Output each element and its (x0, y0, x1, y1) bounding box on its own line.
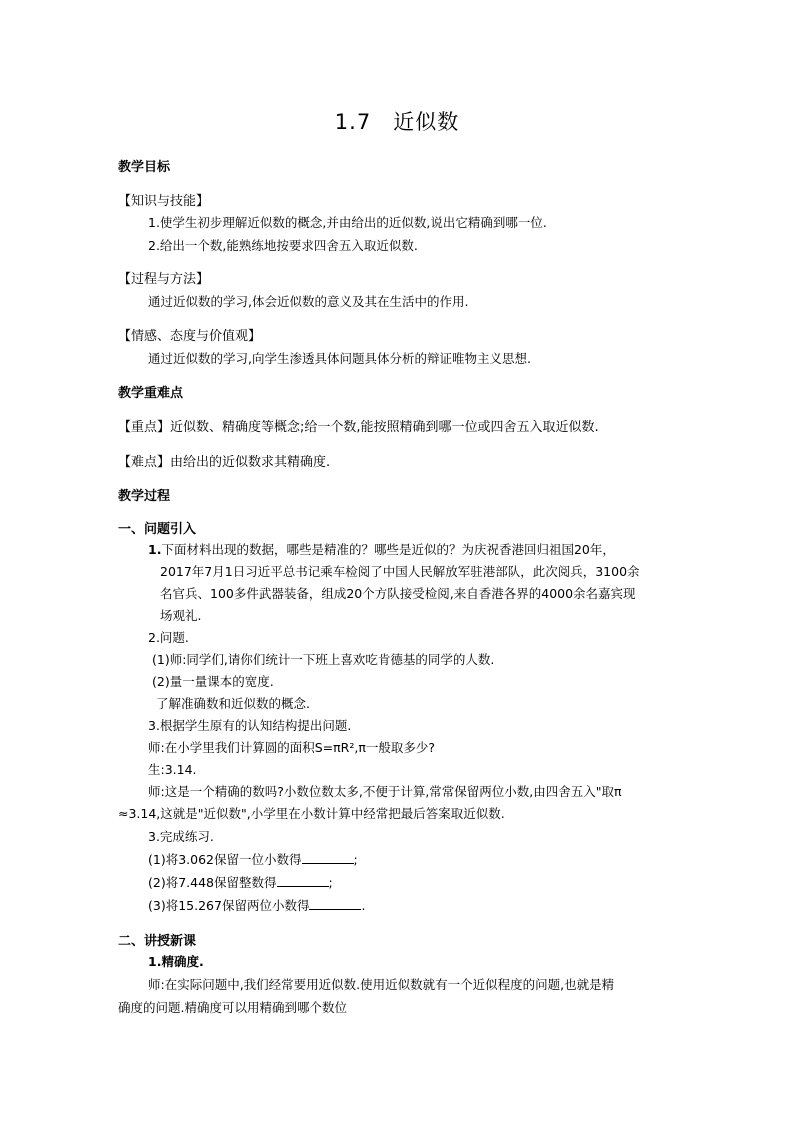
method-text: 通过近似数的学习,体会近似数的意义及其在生活中的作用. (148, 294, 469, 309)
exercise-2-end: ; (328, 875, 333, 890)
emotion-text: 通过近似数的学习,向学生渗透具体问题具体分析的辩证唯物主义思想. (148, 351, 531, 366)
part2-teacher-line-1: 师:在实际问题中,我们经常要用近似数.使用近似数就有一个近似程度的问题,也就是精 (148, 977, 615, 992)
question-1-line-3: 名官兵、100多件武器装备，组成20个方队接受检阅,来自香港各界的4000余名嘉宾现 (160, 586, 636, 601)
exercise-1 (148, 850, 358, 868)
part2-sub-heading: 1.精确度. (148, 954, 204, 969)
knowledge-heading: 【知识与技能】 (118, 194, 210, 209)
question-1-text: 下面材料出现的数据，哪些是精准的？哪些是近似的？为庆祝香港回归祖国20年， (161, 542, 615, 557)
part2-teacher-line-2: 确度的问题.精确度可以用精确到哪个数位 (118, 1000, 347, 1015)
section-heading-process: 教学过程 (118, 489, 171, 504)
section-heading-goals: 教学目标 (118, 160, 171, 175)
exercise-2-blank (277, 875, 329, 887)
page-title: 1.7 近似数 (334, 110, 460, 134)
exercise-1-end: ; (353, 852, 358, 867)
exercise-3-blank (309, 898, 361, 910)
section-heading-keypoints: 教学重难点 (118, 386, 184, 401)
exercise-1-text: (1)将3.062保留一位小数得 (148, 852, 302, 867)
student-line-1: 生:3.14. (148, 762, 197, 777)
question-2: 2.问题. (148, 630, 189, 645)
exercise-3-end: . (361, 898, 366, 913)
question-1-number: 1. (148, 542, 162, 557)
question-1-line-2: 2017年7月1日习近平总书记乘车检阅了中国人民解放军驻港部队，此次阅兵，3100余 (160, 564, 640, 579)
exercise-3-text: (3)将15.267保留两位小数得 (148, 898, 310, 913)
practice-heading: 3.完成练习. (148, 829, 214, 844)
exercise-2-text: (2)将7.448保留整数得 (148, 875, 277, 890)
emotion-heading: 【情感、态度与价值观】 (118, 329, 262, 344)
question-2-b: (2)量一量课本的宽度. (152, 674, 274, 689)
question-3: 3.根据学生原有的认知结构提出问题. (148, 718, 352, 733)
exercise-1-blank (302, 852, 354, 864)
method-heading: 【过程与方法】 (118, 272, 210, 287)
part2-heading: 二、讲授新课 (118, 934, 197, 949)
exercise-2 (148, 873, 333, 891)
teacher-line-2b: ≈3.14,这就是"近似数",小学里在小数计算中经常把最后答案取近似数. (118, 806, 505, 821)
teacher-line-1: 师:在小学里我们计算圆的面积S=πR²,π一般取多少? (148, 740, 435, 755)
teacher-line-2a: 师:这是一个精确的数吗?小数位数太多,不便于计算,常常保留两位小数,由四舍五入"取π (148, 784, 622, 799)
question-1-line-1 (148, 540, 615, 558)
question-2-a: (1)师:同学们,请你们统计一下班上喜欢吃肯德基的同学的人数. (152, 652, 495, 667)
knowledge-item-1: 1.使学生初步理解近似数的概念,并由给出的近似数,说出它精确到哪一位. (148, 215, 547, 230)
difficulty-text: 【难点】由给出的近似数求其精确度. (118, 455, 331, 470)
question-2-c: 了解准确数和近似数的概念. (156, 696, 310, 711)
key-point-text: 【重点】近似数、精确度等概念;给一个数,能按照精确到哪一位或四舍五入取近似数. (118, 420, 599, 435)
knowledge-item-2: 2.给出一个数,能熟练地按要求四舍五入取近似数. (148, 238, 418, 253)
exercise-3 (148, 896, 365, 914)
part1-heading: 一、问题引入 (118, 522, 197, 537)
question-1-line-4: 场观礼. (160, 608, 202, 623)
